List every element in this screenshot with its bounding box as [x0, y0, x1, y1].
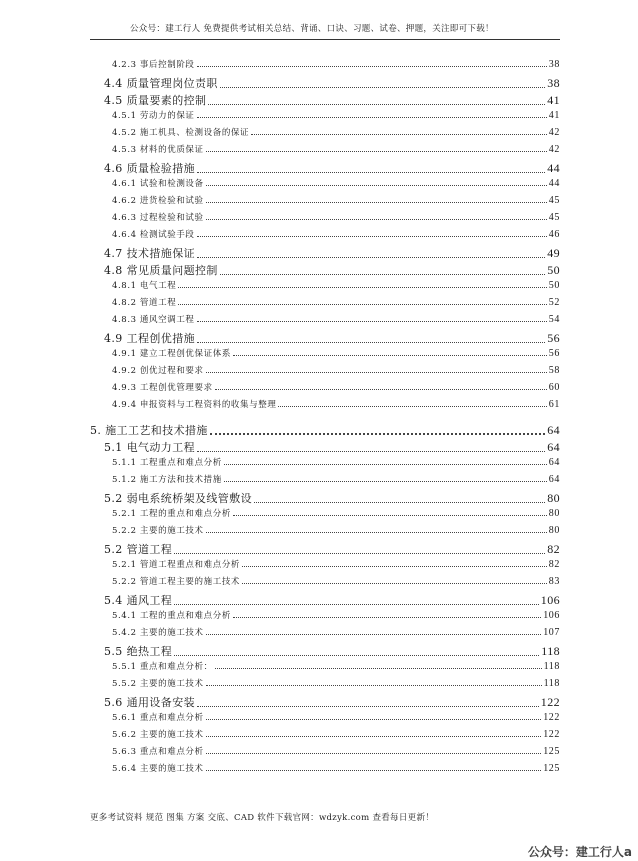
toc-dot-leader [174, 553, 545, 554]
toc-entry[interactable] [90, 456, 560, 468]
toc-entry-title: 5.6.1 重点和难点分析 [90, 711, 204, 723]
toc-entry[interactable] [90, 643, 560, 659]
toc-dot-leader [242, 566, 547, 567]
toc-entry-title: 4.6.2 进货检验和试验 [90, 194, 204, 206]
toc-entry-title: 5.1.2 施工方法和技术措施 [90, 473, 222, 485]
toc-entry[interactable] [90, 711, 560, 723]
toc-dot-leader [224, 464, 547, 465]
toc-entry-title: 5.2 弱电系统桥架及线管敷设 [90, 490, 252, 506]
toc-dot-leader [197, 321, 547, 322]
toc-dot-leader [254, 502, 545, 503]
toc-entry[interactable] [90, 313, 560, 325]
toc-entry-title: 4.9.2 创优过程和要求 [90, 364, 204, 376]
toc-entry-page: 44 [547, 161, 560, 175]
toc-dot-leader [197, 236, 547, 237]
toc-entry[interactable] [90, 245, 560, 261]
toc-entry-title: 5.2 管道工程 [90, 541, 172, 557]
toc-entry-title: 5.4.2 主要的施工技术 [90, 626, 204, 638]
toc-entry-page: 45 [548, 212, 560, 223]
toc-entry-title: 4.6.1 试验和检测设备 [90, 177, 204, 189]
toc-entry[interactable] [90, 58, 560, 70]
toc-entry[interactable] [90, 262, 560, 278]
toc-entry-title: 5.2.2 主要的施工技术 [90, 524, 204, 536]
toc-entry-title: 4.6.4 检测试验手段 [90, 228, 195, 240]
toc-entry-page: 44 [548, 178, 560, 189]
toc-entry[interactable] [90, 677, 560, 689]
toc-entry[interactable] [90, 592, 560, 608]
toc-dot-leader [206, 372, 547, 373]
toc-entry-page: 50 [548, 280, 560, 291]
toc-entry[interactable] [90, 194, 560, 206]
toc-dot-leader [224, 481, 547, 482]
toc-entry-page: 45 [548, 195, 560, 206]
toc-entry-page: 61 [548, 399, 560, 410]
toc-entry-title: 5.2.1 工程的重点和难点分析 [90, 507, 231, 519]
toc-entry[interactable] [90, 75, 560, 91]
toc-dot-leader [206, 685, 542, 686]
toc-entry-title: 5.2.2 管道工程主要的施工技术 [90, 575, 240, 587]
toc-entry[interactable] [90, 507, 560, 519]
toc-entry-page: 54 [548, 314, 560, 325]
toc-entry-title: 5.6.2 主要的施工技术 [90, 728, 204, 740]
toc-entry-title: 4.8.3 通风空调工程 [90, 313, 195, 325]
toc-entry[interactable] [90, 762, 560, 774]
toc-entry-title: 4.9 工程创优措施 [90, 330, 195, 346]
toc-entry-page: 50 [547, 263, 560, 277]
header-divider [90, 39, 560, 40]
toc-entry[interactable] [90, 296, 560, 308]
toc-entry[interactable] [90, 694, 560, 710]
toc-entry[interactable] [90, 92, 560, 108]
toc-entry-page: 118 [543, 661, 560, 672]
toc-entry[interactable] [90, 626, 560, 638]
toc-entry-title: 4.9.4 申报资料与工程资料的收集与整理 [90, 398, 276, 410]
toc-entry[interactable] [90, 109, 560, 121]
toc-entry-title: 4.7 技术措施保证 [90, 245, 195, 261]
toc-entry-page: 41 [547, 93, 560, 107]
toc-entry-title: 5.6.4 主要的施工技术 [90, 762, 204, 774]
toc-dot-leader [197, 117, 547, 118]
toc-dot-leader [206, 770, 542, 771]
page-footer: 更多考试资料 规范 图集 方案 交底、CAD 软件下载官网：wdzyk.com 查看每日更新！ [90, 813, 435, 823]
toc-dot-leader [233, 355, 547, 356]
toc-dot-leader [206, 736, 542, 737]
toc-entry-title: 5.6 通用设备安装 [90, 694, 195, 710]
toc-entry-title: 5.5.1 重点和难点分析： [90, 660, 213, 672]
toc-entry[interactable] [90, 143, 560, 155]
toc-entry-title: 4.4 质量管理岗位责职 [90, 75, 218, 91]
toc-entry[interactable] [90, 160, 560, 176]
toc-entry[interactable] [90, 473, 560, 485]
toc-dot-leader [208, 104, 545, 105]
toc-entry-title: 4.9.1 建立工程创优保证体系 [90, 347, 231, 359]
toc-dot-leader [174, 655, 539, 656]
toc-entry-page: 58 [548, 365, 560, 376]
page-header: 公众号：建工行人 免费提供考试相关总结、背诵、口诀、习题、试卷、押题，关注即可下载！ [130, 24, 494, 34]
toc-entry-page: 82 [547, 542, 560, 556]
toc-entry-page: 64 [548, 474, 560, 485]
toc-entry-page: 52 [548, 297, 560, 308]
toc-entry-page: 80 [548, 508, 560, 519]
toc-entry-title: 5.1 电气动力工程 [90, 439, 195, 455]
toc-dot-leader [220, 87, 545, 88]
toc-entry-title: 4.9.3 工程创优管理要求 [90, 381, 213, 393]
toc-entry[interactable] [90, 347, 560, 359]
toc-dot-leader [174, 604, 539, 605]
toc-entry-title: 4.6 质量检验措施 [90, 160, 195, 176]
toc-dot-leader [278, 406, 546, 407]
toc-dot-leader [206, 634, 542, 635]
toc-entry[interactable] [90, 211, 560, 223]
toc-entry-title: 4.8.1 电气工程 [90, 279, 176, 291]
toc-entry-page: 41 [548, 110, 560, 121]
toc-dot-leader [215, 389, 547, 390]
toc-dot-leader [197, 66, 547, 67]
toc-entry-title: 4.5 质量要素的控制 [90, 92, 206, 108]
toc-dot-leader [220, 274, 545, 275]
toc-dot-leader [242, 583, 547, 584]
toc-entry-page: 49 [547, 246, 560, 260]
toc-entry-title: 4.5.3 材料的优质保证 [90, 143, 204, 155]
toc-dot-leader [206, 151, 547, 152]
toc-dot-leader [251, 134, 547, 135]
toc-entry-page: 118 [543, 678, 560, 689]
toc-entry-page: 64 [547, 423, 560, 437]
toc-entry-page: 60 [548, 382, 560, 393]
toc-entry-page: 107 [543, 627, 560, 638]
toc-entry-page: 82 [548, 559, 560, 570]
toc-entry-page: 125 [543, 746, 560, 757]
watermark: 公众号：建工行人a [527, 845, 632, 859]
toc-entry[interactable] [90, 439, 560, 455]
toc-entry[interactable] [90, 575, 560, 587]
toc-entry-title: 5.4.1 工程的重点和难点分析 [90, 609, 231, 621]
toc-entry-page: 118 [541, 644, 560, 658]
toc-dot-leader [197, 451, 545, 452]
toc-entry-page: 122 [540, 695, 560, 709]
toc-entry-page: 42 [548, 127, 560, 138]
toc-dot-leader [233, 515, 547, 516]
toc-entry[interactable] [90, 126, 560, 138]
toc-entry-title: 5.5.2 主要的施工技术 [90, 677, 204, 689]
toc-entry-page: 38 [547, 76, 560, 90]
toc-entry-page: 56 [547, 331, 560, 345]
toc-entry-title: 4.5.2 施工机具、检测设备的保证 [90, 126, 249, 138]
toc-entry[interactable] [90, 490, 560, 506]
toc-entry-title: 4.8 常见质量问题控制 [90, 262, 218, 278]
toc-dot-leader [206, 219, 547, 220]
toc-entry[interactable] [90, 381, 560, 393]
toc-entry-title: 4.8.2 管道工程 [90, 296, 176, 308]
toc-entry-title: 5.1.1 工程重点和难点分析 [90, 456, 222, 468]
toc-entry-page: 122 [543, 729, 560, 740]
toc-entry-page: 38 [548, 59, 560, 70]
toc-entry-page: 122 [543, 712, 560, 723]
toc-entry-page: 83 [548, 576, 560, 587]
toc-entry[interactable] [90, 524, 560, 536]
toc-entry-page: 125 [543, 763, 560, 774]
toc-entry-title: 5.4 通风工程 [90, 592, 172, 608]
toc-entry[interactable] [90, 177, 560, 189]
toc-entry-title: 4.2.3 事后控制阶段 [90, 58, 195, 70]
toc-entry[interactable] [90, 364, 560, 376]
toc-entry-title: 5. 施工工艺和技术措施 [90, 424, 208, 437]
toc-entry-page: 106 [540, 593, 560, 607]
toc-dot-leader [206, 202, 547, 203]
toc-entry[interactable] [90, 279, 560, 291]
toc-entry[interactable] [90, 541, 560, 557]
toc-entry[interactable] [90, 745, 560, 757]
toc-dot-leader [178, 304, 546, 305]
toc-entry[interactable] [90, 398, 560, 410]
toc-dot-leader [215, 668, 542, 669]
toc-dot-leader [197, 172, 545, 173]
toc-entry-title: 5.6.3 重点和难点分析 [90, 745, 204, 757]
toc-dot-leader [206, 532, 547, 533]
toc-entry-title: 4.6.3 过程检验和试验 [90, 211, 204, 223]
toc-dot-leader [197, 257, 545, 258]
toc-entry[interactable] [90, 728, 560, 740]
toc-dot-leader [233, 617, 541, 618]
toc-dot-leader [206, 753, 542, 754]
toc-dot-leader [197, 342, 545, 343]
toc-entry[interactable] [90, 558, 560, 570]
toc-entry[interactable] [90, 330, 560, 346]
toc-entry[interactable] [90, 660, 560, 672]
toc-entry-title: 5.2.1 管道工程重点和难点分析 [90, 558, 240, 570]
toc-dot-leader [210, 433, 545, 435]
toc-dot-leader [178, 287, 546, 288]
toc-entry-page: 80 [548, 525, 560, 536]
toc-entry[interactable] [90, 422, 560, 438]
toc-entry-page: 64 [547, 440, 560, 454]
toc-entry-page: 106 [543, 610, 560, 621]
toc-entry-page: 42 [548, 144, 560, 155]
toc-entry-page: 80 [547, 491, 560, 505]
toc-entry-page: 46 [548, 229, 560, 240]
toc-entry-page: 56 [548, 348, 560, 359]
toc-entry[interactable] [90, 609, 560, 621]
toc-dot-leader [197, 706, 539, 707]
toc-entry-title: 5.5 绝热工程 [90, 643, 172, 659]
toc-dot-leader [206, 719, 542, 720]
toc-entry-page: 64 [548, 457, 560, 468]
toc-entry-title: 4.5.1 劳动力的保证 [90, 109, 195, 121]
toc-entry[interactable] [90, 228, 560, 240]
toc-dot-leader [206, 185, 547, 186]
